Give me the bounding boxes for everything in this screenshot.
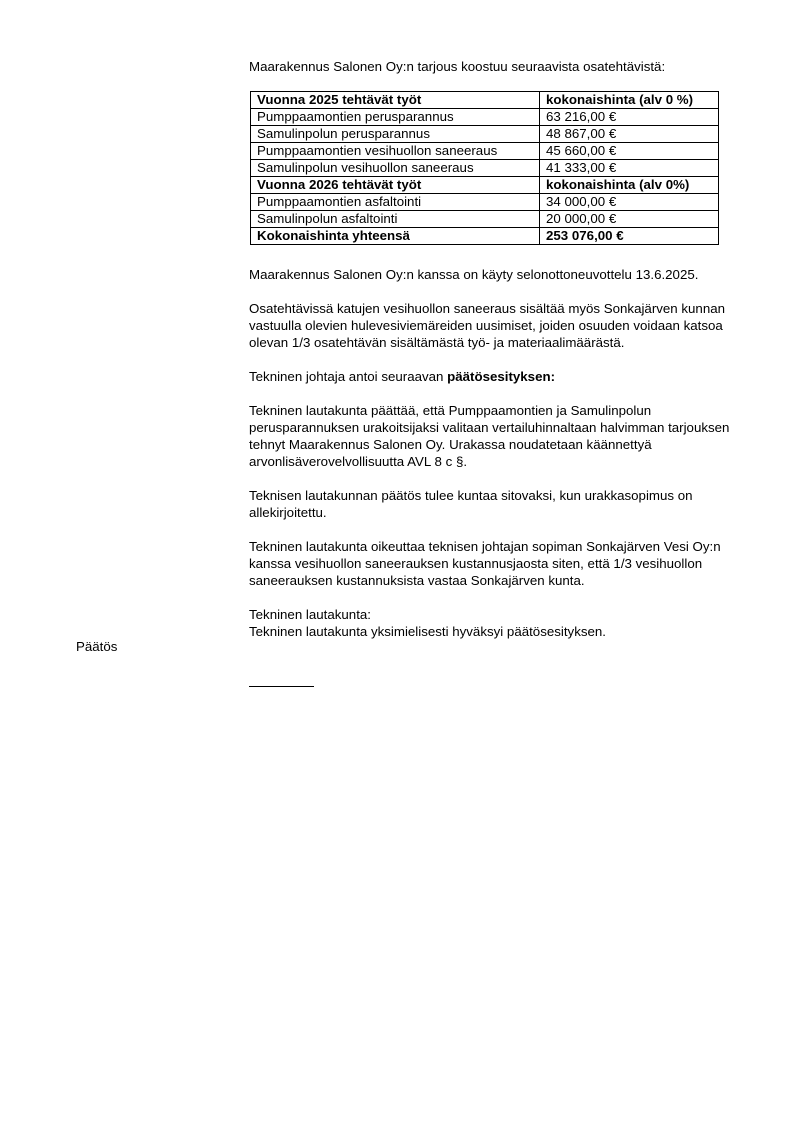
proposal-intro-paragraph [249,368,749,385]
table-row [251,109,719,126]
table-cell-name: Kokonaishinta yhteensä [251,228,540,245]
decision-side-label: Päätös [76,639,118,654]
table-row [251,194,719,211]
document-body [249,266,749,640]
table-row [251,126,719,143]
end-rule [249,686,314,687]
proposal-heading: päätösesityksen: [447,369,556,384]
table-cell-price: kokonaishinta (alv 0%) [540,177,719,194]
table-row [251,92,719,109]
table-cell-name: Pumppaamontien vesihuollon saneeraus [251,143,540,160]
intro-text: Maarakennus Salonen Oy:n tarjous koostuu seuraavista osatehtävistä: [249,59,666,74]
table-row [251,160,719,177]
decision-paragraph-3: Tekninen lautakunta oikeuttaa teknisen johtajan sopiman Sonkajärven Vesi Oy:n kanssa vesihuollon saneerauksen kustannusjaosta siten, että 1/3 vesihuollon saneerauksen kustannuksista vastaa Sonkajärven kunta. [249,539,721,588]
table-cell-name: Pumppaamontien perusparannus [251,109,540,126]
decision-paragraph-1: Tekninen lautakunta päättää, että Pumppaamontien ja Samulinpolun perusparannuksen urakoitsijaksi valitaan vertailuhinnaltaan halvimman tarjouksen tehnyt Maarakennus Salonen Oy. Urakassa noudatetaan käännettyä arvonlisäverovelvollisuutta AVL 8 c §. [249,403,730,469]
table-cell-price: 45 660,00 € [540,143,719,160]
negotiation-paragraph: Maarakennus Salonen Oy:n kanssa on käyty selonottoneuvottelu 13.6.2025. [249,267,699,282]
table-cell-price: 20 000,00 € [540,211,719,228]
result-board: Tekninen lautakunta: [249,607,371,622]
table-cell-price: kokonaishinta (alv 0 %) [540,92,719,109]
table-cell-name: Samulinpolun perusparannus [251,126,540,143]
decision-paragraph-2: Teknisen lautakunnan päätös tulee kuntaa sitovaksi, kun urakkasopimus on allekirjoitettu. [249,488,693,520]
table-cell-price: 34 000,00 € [540,194,719,211]
table-cell-name: Vuonna 2026 tehtävät työt [251,177,540,194]
table-cell-price: 63 216,00 € [540,109,719,126]
table-cell-name: Vuonna 2025 tehtävät työt [251,92,540,109]
table-row [251,211,719,228]
table-row [251,143,719,160]
proposal-intro-text: Tekninen johtaja antoi seuraavan [249,369,448,384]
table-row [251,228,719,245]
table-cell-name: Pumppaamontien asfaltointi [251,194,540,211]
table-row [251,177,719,194]
offer-table [250,91,719,245]
table-cell-price: 253 076,00 € [540,228,719,245]
result-text: Tekninen lautakunta yksimielisesti hyväksyi päätösesityksen. [249,624,606,639]
table-cell-name: Samulinpolun asfaltointi [251,211,540,228]
scope-paragraph: Osatehtävissä katujen vesihuollon saneeraus sisältää myös Sonkajärven kunnan vastuulla olevien hulevesiviemäreiden uusimiset, joiden osuuden voidaan katsoa olevan 1/3 osatehtävän sisältämästä työ- ja materiaalimäärästä. [249,301,726,350]
table-cell-price: 41 333,00 € [540,160,719,177]
table-cell-name: Samulinpolun vesihuollon saneeraus [251,160,540,177]
table-cell-price: 48 867,00 € [540,126,719,143]
